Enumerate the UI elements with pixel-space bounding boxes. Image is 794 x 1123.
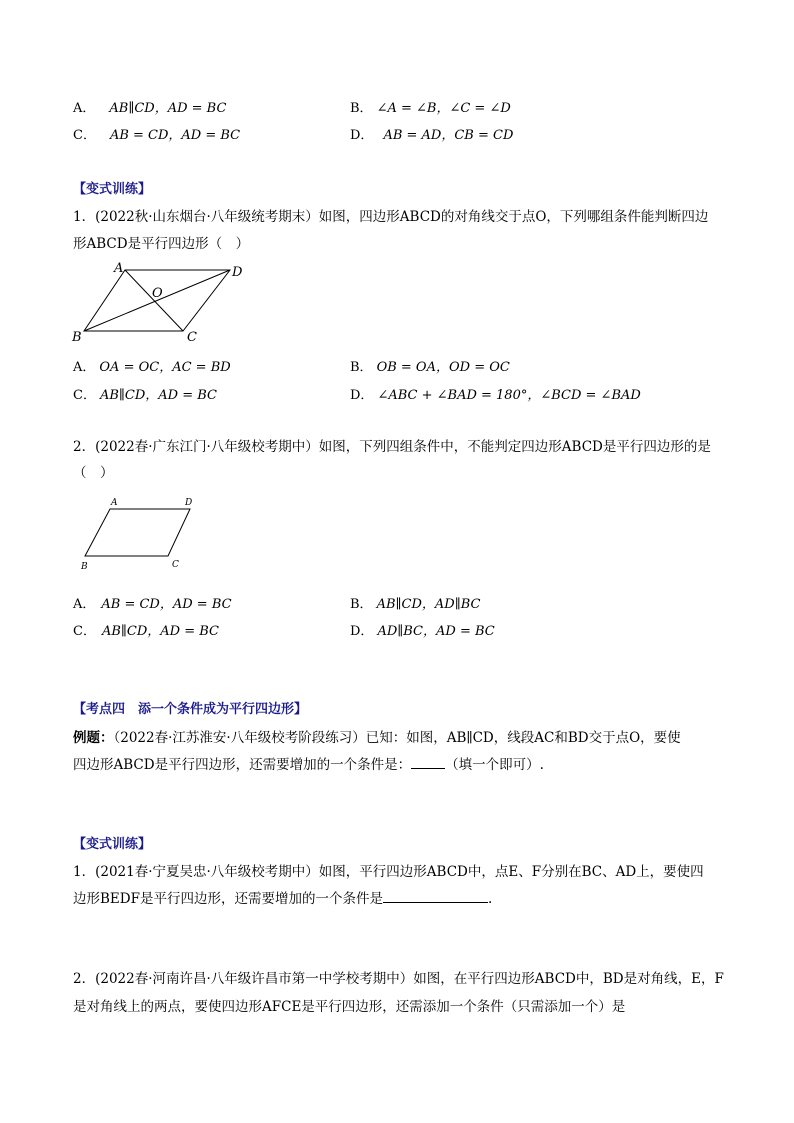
parallelogram-shape-2 — [85, 509, 190, 556]
example-line1: 例题：（2022春·江苏淮安·八年级校考阶段练习）已知：如图，AB∥CD，线段AC和BD交于点O，要使 — [73, 730, 681, 746]
parallelogram-figure — [76, 494, 206, 574]
section-heading-variant-1: 【变式训练】 — [73, 182, 152, 197]
variant-q1-line1: 1．(2021春·宁夏吴忠·八年级校考期中）如图，平行四边形ABCD中，点E、F分别在BC、AD上，要使四 — [73, 864, 704, 880]
label-c: C — [187, 330, 197, 345]
label-d-2: D — [185, 498, 193, 508]
q1-option-a: A． OA = OC，AC = BD — [73, 360, 231, 375]
q2-option-b: B． AB∥CD，AD∥BC — [350, 597, 481, 612]
label-b-2: B — [81, 562, 88, 572]
question-1-line2: 形ABCD是平行四边形（ ） — [73, 236, 250, 252]
option-c: C． AB = CD，AD = BC — [73, 128, 241, 143]
question-1-line1: 1．(2022秋·山东烟台·八年级统考期末）如图，四边形ABCD的对角线交于点O，下列哪组条件能判断四边 — [73, 209, 709, 225]
option-d: D． AB = AD，CB = CD — [350, 128, 514, 143]
parallelogram-diagonals-figure — [70, 258, 260, 348]
question-2-line2: （ ） — [73, 465, 114, 481]
variant-q2-line1: 2．(2022春·河南许昌·八年级许昌市第一中学校考期中）如图，在平行四边形ABCD中，BD是对角线，E，F — [73, 971, 724, 987]
q2-option-a: A． AB = CD，AD = BC — [73, 597, 232, 612]
q2-option-d: D． AD∥BC，AD = BC — [350, 624, 495, 639]
answer-blank[interactable] — [411, 754, 445, 769]
label-b: B — [72, 330, 82, 345]
label-a-2: A — [111, 498, 118, 508]
answer-blank-2[interactable] — [383, 888, 488, 903]
label-a: A — [114, 261, 124, 276]
question-2-line1: 2．(2022春·广东江门·八年级校考期中）如图，下列四组条件中，不能判定四边形ABCD是平行四边形的是 — [73, 439, 711, 455]
option-b: B． ∠A = ∠B，∠C = ∠D — [350, 101, 511, 116]
q2-option-c: C． AB∥CD，AD = BC — [73, 624, 219, 639]
q1-option-b: B． OB = OA，OD = OC — [350, 360, 510, 375]
q1-option-c: C． AB∥CD，AD = BC — [73, 388, 217, 403]
variant-q2-line2: 是对角线上的两点，要使四边形AFCE是平行四边形，还需添加一个条件（只需添加一个）是 — [73, 999, 626, 1015]
label-c-2: C — [172, 560, 179, 570]
variant-q1-line2: 边形BEDF是平行四边形，还需要增加的一个条件是 . — [73, 887, 492, 907]
section-heading-point-four: 【考点四 添一个条件成为平行四边形】 — [73, 702, 308, 717]
example-label: 例题： — [73, 730, 114, 746]
label-o: O — [152, 286, 163, 301]
q1-option-d: D． ∠ABC + ∠BAD = 180°，∠BCD = ∠BAD — [350, 388, 641, 403]
option-a: A． AB∥CD，AD = BC — [73, 101, 227, 116]
label-d: D — [232, 265, 243, 280]
example-line2: 四边形ABCD是平行四边形，还需要增加的一个条件是： （填一个即可）. — [73, 753, 544, 773]
section-heading-variant-2: 【变式训练】 — [73, 837, 152, 852]
